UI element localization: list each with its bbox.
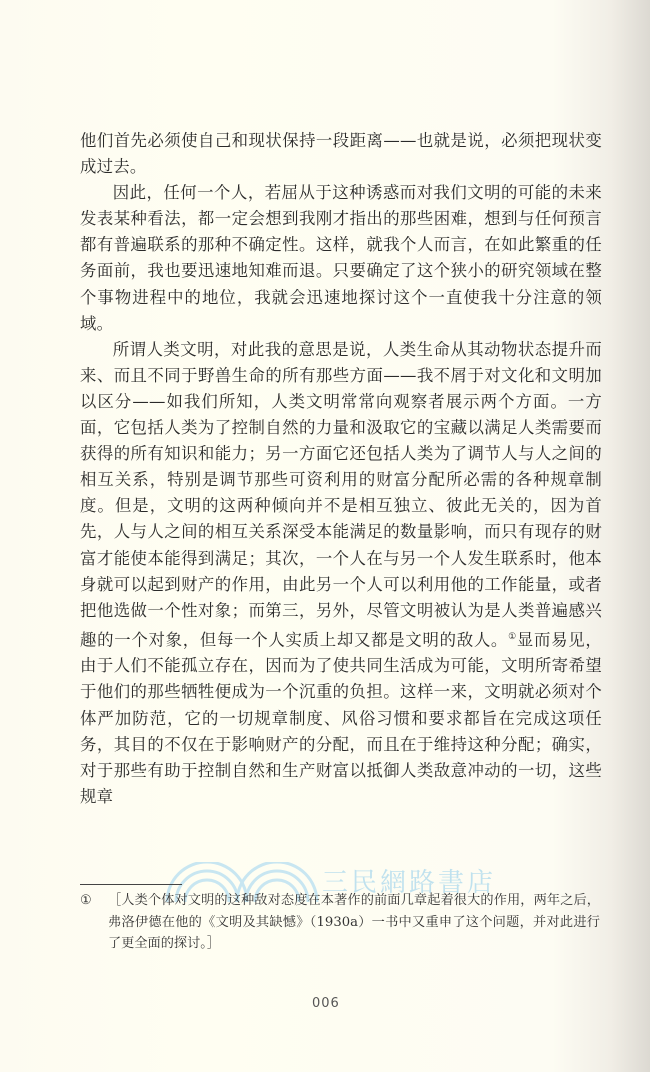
watermark-text: 三民網路書店 [322,868,497,898]
paragraph-3-part-2: 显而易见，由于人们不能孤立存在，因而为了使共同生活成为可能，文明所寄希望于他们的那些牺牲便成为一个沉重的负担。这样一来，文明就必须对个体严加防范，它的一切规章制度、风俗习惯和要求都旨在完成这项任务，其目的不仅在于影响财产的分配，而且在于维持这种分配；确实，对于那些有助于控制自然和生产财富以抵御人类敌意冲动的一切，这些规章 [80,630,603,806]
page-number: 006 [312,996,340,1011]
footnote-divider [80,884,182,885]
footnote-reference[interactable]: ① [508,631,517,642]
paragraph-3 [80,337,602,810]
paragraph-1: 他们首先必须使自己和现状保持一段距离——也就是说，必须把现状变成过去。 [80,131,602,177]
paragraph-3-part-1: 所谓人类文明，对此我的意思是说，人类生命从其动物状态提升而来、而且不同于野兽生命的所有那些方面——我不屑于对文化和文明加以区分——如我们所知，人类文明常常向观察者展示两个方面。一方面，它包括人类为了控制自然的力量和汲取它的宝藏以满足人类需要而获得的所有知识和能力；另一方面它还包括人类为了调节人与人之间的相互关系，特别是调节那些可资利用的财富分配所必需的各种规章制度。但是，文明的这两种倾向并不是相互独立、彼此无关的，因为首先，人与人之间的相互关系深受本能满足的数量影响，而只有现存的财富才能使本能得到满足；其次，一个人在与另一个人发生联系时，他本身就可以起到财产的作用，由此另一个人可以利用他的工作能量，或者把他选做一个性对象；而第三，另外，尽管文明被认为是人类普遍感兴趣的一个对象，但每一个人实质上却又都是文明的敌人。 [80,339,602,650]
footnote-mark: ① [80,893,92,908]
body-text [80,128,602,810]
footnote [80,890,600,955]
paragraph-2: 因此，任何一个人，若屈从于这种诱惑而对我们文明的可能的未来发表某种看法，都一定会想到我刚才指出的那些困难，想到与任何预言都有普遍联系的那种不确定性。这样，就我个人而言，在如此繁重的任务面前，我也要迅速地知难而退。只要确定了这个狭小的研究领域在整个事物进程中的地位，我就会迅速地探讨这个一直使我十分注意的领域。 [80,183,602,333]
footnote-text: ［人类个体对文明的这种敌对态度在本著作的前面几章起着很大的作用，两年之后，弗洛伊德在他的《文明及其缺憾》（1930a）一书中又重申了这个问题，并对此进行了更全面的探讨。］ [108,893,600,951]
